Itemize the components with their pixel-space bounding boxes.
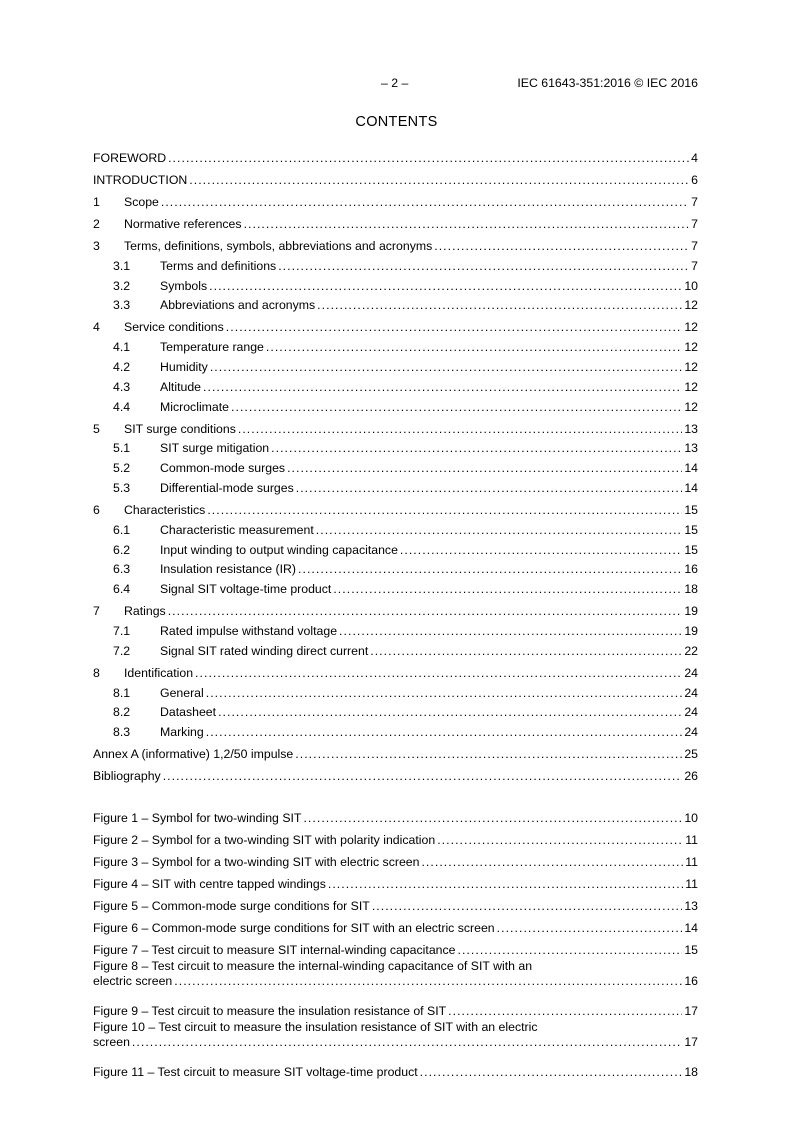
- toc-entry-label: Signal SIT voltage-time product: [160, 582, 332, 597]
- figure-entry[interactable]: [93, 848, 698, 870]
- toc-entry-number: 4: [93, 320, 100, 335]
- toc-entry-number: 4.1: [113, 340, 131, 355]
- toc-entry-page: 14: [684, 480, 698, 495]
- toc-entry[interactable]: [93, 558, 698, 578]
- toc-entry-label: Datasheet: [160, 705, 217, 720]
- toc-entry-label: Terms and definitions: [160, 258, 277, 273]
- dot-leader: [195, 666, 682, 681]
- toc-entry[interactable]: [93, 274, 698, 294]
- figure-entry[interactable]: [93, 870, 698, 892]
- dot-leader: [244, 217, 690, 232]
- toc-entry-label: Terms, definitions, symbols, abbreviations and acronyms: [124, 239, 433, 253]
- dot-leader: [420, 1065, 683, 1080]
- toc-entry-label: Signal SIT rated winding direct current: [160, 643, 369, 658]
- dot-leader: [271, 441, 682, 456]
- toc-entry-label: Characteristics: [124, 502, 206, 517]
- toc-entry-page: 12: [684, 399, 698, 414]
- toc-entry-number: 8.1: [113, 685, 131, 700]
- toc-entry-label: Identification: [124, 665, 194, 680]
- figure-entry-page: 11: [685, 877, 698, 892]
- toc-entry-page: 7: [691, 195, 698, 209]
- toc-entry-label: Microclimate: [160, 399, 230, 414]
- toc-entry-number: 3.2: [113, 278, 131, 293]
- toc-entry[interactable]: [93, 415, 698, 437]
- toc-entry-label: Abbreviations and acronyms: [160, 298, 316, 313]
- toc-entry-number: 6.2: [113, 542, 131, 557]
- toc-entry-page: 24: [684, 725, 698, 740]
- toc-entry[interactable]: [93, 232, 698, 254]
- toc-entry-page: 19: [684, 623, 698, 638]
- toc-entry-page: 18: [684, 582, 698, 597]
- figure-entry-label: Figure 3 – Symbol for a two-winding SIT with electric screen: [93, 855, 420, 870]
- dot-leader: [238, 422, 682, 437]
- toc-entry[interactable]: [93, 166, 698, 188]
- toc-entry[interactable]: [93, 335, 698, 355]
- dot-leader: [434, 239, 689, 254]
- toc-entry[interactable]: [93, 395, 698, 415]
- toc-entry-number: 5.2: [113, 461, 131, 476]
- toc-entry-label: SIT surge conditions: [124, 421, 236, 436]
- toc-entry[interactable]: [93, 313, 698, 335]
- figure-entry-page: 10: [684, 811, 698, 826]
- toc-entry-number: 8.3: [113, 725, 131, 740]
- toc-entry[interactable]: [93, 294, 698, 314]
- toc-entry-number: 2: [93, 217, 100, 231]
- figure-entry-page: 18: [684, 1065, 698, 1080]
- toc-entry-page: 6: [691, 173, 698, 187]
- standard-reference: IEC 61643-351:2016 © IEC 2016: [517, 76, 698, 90]
- toc-entry-label: Annex A (informative) 1,2/50 impulse: [93, 747, 294, 762]
- toc-entry-number: 8.2: [113, 705, 131, 720]
- figure-entry[interactable]: [93, 959, 698, 997]
- toc-entry-number: 7.2: [113, 643, 131, 658]
- dot-leader: [372, 899, 683, 914]
- toc-entry-page: 10: [684, 278, 698, 293]
- figure-entry-page: 17: [684, 1004, 698, 1019]
- figure-entry-label: Figure 5 – Common-mode surge conditions for SIT: [93, 899, 370, 914]
- dot-leader: [168, 151, 689, 166]
- dot-leader: [457, 943, 682, 958]
- dot-leader: [218, 705, 682, 720]
- toc-entry[interactable]: [93, 740, 698, 762]
- figure-entry-label: Figure 1 – Symbol for two-winding SIT: [93, 811, 302, 826]
- toc-entry[interactable]: [93, 254, 698, 274]
- figure-entry[interactable]: [93, 826, 698, 848]
- toc-entry-number: 3: [93, 239, 100, 253]
- toc-entry-label: Bibliography: [93, 769, 161, 784]
- toc-entry-page: 7: [691, 239, 698, 253]
- toc-entry-number: 1: [93, 195, 100, 209]
- figure-entry[interactable]: [93, 1058, 698, 1080]
- dot-leader: [295, 747, 682, 762]
- figure-entry-label: Figure 2 – Symbol for a two-winding SIT with polarity indication: [93, 833, 436, 848]
- dot-leader: [287, 461, 682, 476]
- toc-entry-page: 7: [691, 258, 698, 273]
- toc-entry-page: 24: [684, 685, 698, 700]
- dot-leader: [497, 921, 683, 936]
- toc-entry-number: 4.4: [113, 399, 131, 414]
- figure-entry-label-continued: electric screen: [93, 974, 173, 989]
- toc-entry-label: Differential-mode surges: [160, 480, 294, 495]
- dot-leader: [339, 624, 682, 639]
- figure-entry-label: Figure 10 – Test circuit to measure the insulation resistance of SIT with an electric: [93, 1020, 538, 1035]
- figure-entry-page: 16: [684, 974, 698, 989]
- toc-entry-page: 19: [684, 604, 698, 619]
- dot-leader: [189, 173, 689, 188]
- dot-leader: [168, 604, 683, 619]
- toc-entry-number: 6.4: [113, 582, 131, 597]
- toc-entry-page: 13: [684, 441, 698, 456]
- dot-leader: [333, 582, 682, 597]
- toc-entry-page: 26: [684, 769, 698, 784]
- toc-entry-label: Normative references: [124, 217, 242, 231]
- toc-entry-label: Scope: [124, 195, 159, 209]
- dot-leader: [437, 833, 683, 848]
- toc-entry-number: 4.2: [113, 359, 131, 374]
- figure-entry-label: Figure 7 – Test circuit to measure SIT internal-winding capacitance: [93, 943, 456, 958]
- dot-leader: [161, 195, 689, 210]
- toc-entry-label: Altitude: [160, 379, 202, 394]
- figure-entry-label: Figure 11 – Test circuit to measure SIT voltage-time product: [93, 1065, 418, 1080]
- toc-entry-label: Symbols: [160, 278, 208, 293]
- toc-entry[interactable]: [93, 639, 698, 659]
- toc-entry-label: Ratings: [124, 604, 166, 619]
- figure-entry-page: 11: [685, 855, 698, 870]
- toc-entry-label: General: [160, 685, 204, 700]
- figure-entry-label: Figure 9 – Test circuit to measure the insulation resistance of SIT: [93, 1004, 447, 1019]
- figure-entry[interactable]: [93, 914, 698, 936]
- toc-entry-page: 12: [684, 320, 698, 335]
- toc-entry-label: INTRODUCTION: [93, 173, 188, 187]
- toc-entry[interactable]: [93, 210, 698, 232]
- toc-entry[interactable]: [93, 518, 698, 538]
- dot-leader: [206, 686, 683, 701]
- figure-entry-label: Figure 6 – Common-mode surge conditions for SIT with an electric screen: [93, 921, 495, 936]
- toc-entry-page: 14: [684, 461, 698, 476]
- toc-entry-number: 3.3: [113, 298, 131, 313]
- dot-leader: [317, 298, 682, 313]
- toc-entry-page: 12: [684, 298, 698, 313]
- toc-entry-label: Input winding to output winding capacitance: [160, 542, 398, 557]
- toc-entry[interactable]: [93, 375, 698, 395]
- dot-leader: [370, 644, 682, 659]
- toc-entry[interactable]: [93, 476, 698, 496]
- toc-entry-label: Marking: [160, 725, 204, 740]
- dot-leader: [206, 725, 683, 740]
- toc-entry-page: 4: [691, 151, 698, 165]
- toc-entry-page: 15: [684, 522, 698, 537]
- toc-entry-number: 6: [93, 502, 100, 517]
- toc-entry-label: Rated impulse withstand voltage: [160, 623, 338, 638]
- dot-leader: [207, 503, 682, 518]
- dot-leader: [210, 360, 682, 375]
- toc-entry[interactable]: [93, 720, 698, 740]
- toc-entry-number: 5.3: [113, 480, 131, 495]
- figure-entry-page: 14: [684, 921, 698, 936]
- dot-leader: [328, 877, 683, 892]
- figure-entry[interactable]: [93, 804, 698, 826]
- table-of-contents: [93, 144, 698, 1080]
- toc-entry-number: 7.1: [113, 623, 131, 638]
- toc-entry-label: Humidity: [160, 359, 208, 374]
- toc-entry-label: FOREWORD: [93, 151, 167, 165]
- toc-entry-page: 15: [684, 542, 698, 557]
- toc-entry-number: 5: [93, 421, 100, 436]
- figure-entry-page: 17: [684, 1035, 698, 1050]
- dot-leader: [209, 279, 682, 294]
- toc-entry-page: 25: [684, 747, 698, 762]
- toc-entry-number: 5.1: [113, 441, 131, 456]
- dot-leader: [132, 1035, 682, 1050]
- figure-entry-label: Figure 8 – Test circuit to measure the internal-winding capacitance of SIT with an: [93, 959, 533, 974]
- page-number: – 2 –: [381, 76, 409, 90]
- toc-entry[interactable]: [93, 538, 698, 558]
- dot-leader: [266, 340, 682, 355]
- toc-entry[interactable]: [93, 188, 698, 210]
- toc-entry-number: 6.1: [113, 522, 131, 537]
- dot-leader: [303, 811, 682, 826]
- toc-entry[interactable]: [93, 701, 698, 721]
- figure-entry-label: Figure 4 – SIT with centre tapped windings: [93, 877, 326, 892]
- figure-entry-line2: [93, 1035, 698, 1050]
- figure-entry-page: 13: [684, 899, 698, 914]
- page-header: [0, 76, 793, 92]
- figure-entry-label-continued: screen: [93, 1035, 130, 1050]
- toc-entry[interactable]: [93, 762, 698, 784]
- dot-leader: [231, 400, 682, 415]
- toc-entry-number: 6.3: [113, 562, 131, 577]
- dot-leader: [296, 481, 683, 496]
- toc-entry-page: 12: [684, 340, 698, 355]
- toc-entry-page: 12: [684, 359, 698, 374]
- dot-leader: [400, 543, 682, 558]
- dot-leader: [163, 769, 683, 784]
- toc-entry[interactable]: [93, 659, 698, 681]
- toc-entry[interactable]: [93, 681, 698, 701]
- toc-entry-label: Common-mode surges: [160, 461, 286, 476]
- toc-entry[interactable]: [93, 577, 698, 597]
- dot-leader: [448, 1004, 682, 1019]
- toc-entry-label: Service conditions: [124, 320, 224, 335]
- figure-entry[interactable]: [93, 892, 698, 914]
- toc-entry[interactable]: [93, 456, 698, 476]
- dot-leader: [298, 562, 682, 577]
- dot-leader: [203, 380, 682, 395]
- toc-entry-number: 7: [93, 604, 100, 619]
- toc-entry[interactable]: [93, 144, 698, 166]
- figure-entry[interactable]: [93, 1020, 698, 1058]
- toc-entry-page: 24: [684, 665, 698, 680]
- figure-entry-page: 11: [685, 833, 698, 848]
- figure-entry-page: 15: [684, 943, 698, 958]
- toc-entry-page: 15: [684, 502, 698, 517]
- figure-entry[interactable]: [93, 936, 698, 958]
- toc-entry-page: 7: [691, 217, 698, 231]
- toc-entry[interactable]: [93, 437, 698, 457]
- toc-entry-page: 12: [684, 379, 698, 394]
- figure-entry-line2: [93, 974, 698, 989]
- toc-entry-page: 22: [684, 643, 698, 658]
- toc-entry-label: Temperature range: [160, 340, 264, 355]
- toc-entry[interactable]: [93, 355, 698, 375]
- toc-entry[interactable]: [93, 597, 698, 619]
- toc-entry-page: 24: [684, 705, 698, 720]
- contents-title: CONTENTS: [355, 114, 438, 130]
- toc-entry-label: Characteristic measurement: [160, 522, 314, 537]
- dot-leader: [226, 320, 683, 335]
- dot-leader: [421, 855, 683, 870]
- toc-entry-number: 4.3: [113, 379, 131, 394]
- toc-entry-label: SIT surge mitigation: [160, 441, 270, 456]
- toc-entry-label: Insulation resistance (IR): [160, 562, 297, 577]
- dot-leader: [316, 523, 683, 538]
- toc-entry-page: 13: [684, 421, 698, 436]
- dot-leader: [278, 259, 689, 274]
- figure-entry[interactable]: [93, 997, 698, 1019]
- toc-entry[interactable]: [93, 619, 698, 639]
- toc-entry-number: 8: [93, 665, 100, 680]
- toc-entry-page: 16: [684, 562, 698, 577]
- toc-entry-number: 3.1: [113, 258, 131, 273]
- dot-leader: [174, 974, 682, 989]
- toc-entry[interactable]: [93, 496, 698, 518]
